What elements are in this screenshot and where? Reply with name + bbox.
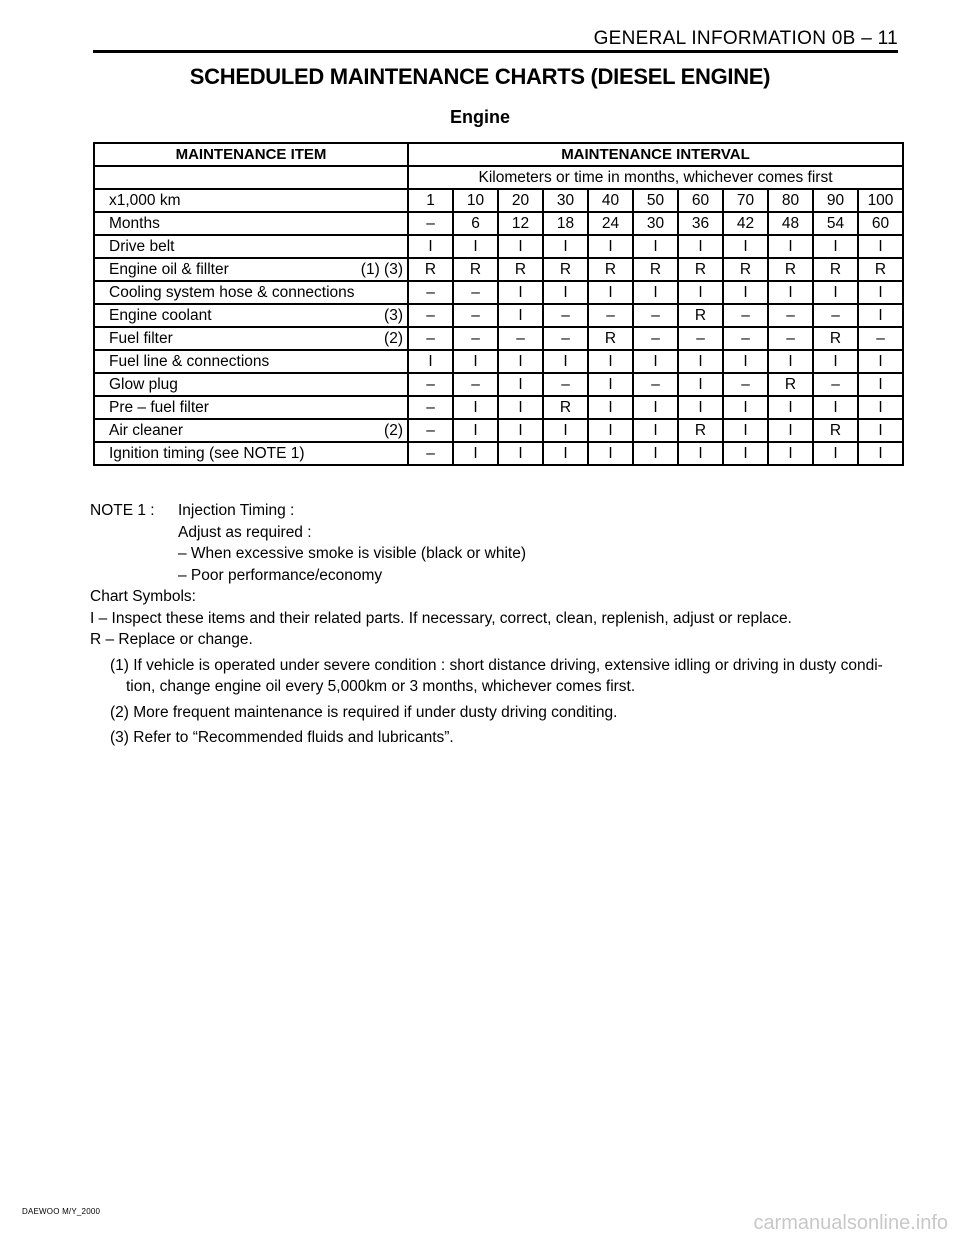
- item-cell: [94, 304, 408, 327]
- item-cell: [94, 212, 408, 235]
- interval-cell: I: [453, 235, 498, 258]
- interval-cell: R: [813, 258, 858, 281]
- interval-cell: 30: [633, 212, 678, 235]
- item-cell: [94, 258, 408, 281]
- interval-cell: 36: [678, 212, 723, 235]
- interval-cell: I: [453, 419, 498, 442]
- interval-cell: I: [633, 235, 678, 258]
- item-name: Engine coolant: [109, 306, 212, 324]
- interval-cell: –: [678, 327, 723, 350]
- interval-cell: –: [723, 373, 768, 396]
- interval-cell: I: [858, 373, 903, 396]
- note1-bullet2: – Poor performance/economy: [178, 566, 383, 584]
- km-row: [94, 189, 903, 212]
- interval-cell: –: [408, 281, 453, 304]
- note1: [90, 500, 910, 522]
- interval-cell: I: [633, 442, 678, 465]
- interval-cell: R: [768, 373, 813, 396]
- interval-cell: –: [543, 373, 588, 396]
- interval-cell: –: [453, 327, 498, 350]
- interval-cell: 70: [723, 189, 768, 212]
- interval-cell: I: [633, 396, 678, 419]
- interval-note: Kilometers or time in months, whichever comes first: [408, 166, 903, 189]
- interval-cell: R: [588, 327, 633, 350]
- interval-cell: R: [813, 327, 858, 350]
- footer-code: DAEWOO M/Y_2000: [22, 1207, 101, 1216]
- column-header-interval: MAINTENANCE INTERVAL: [408, 143, 903, 166]
- table-row: [94, 442, 903, 465]
- interval-cell: –: [408, 304, 453, 327]
- interval-cell: I: [723, 442, 768, 465]
- interval-cell: –: [498, 327, 543, 350]
- item-reference: (3): [384, 306, 403, 324]
- watermark: carmanualsonline.info: [753, 1212, 948, 1234]
- interval-cell: –: [633, 373, 678, 396]
- page-title: SCHEDULED MAINTENANCE CHARTS (DIESEL ENGINE): [189, 64, 771, 89]
- table-row: [94, 350, 903, 373]
- table-row: [94, 373, 903, 396]
- interval-cell: I: [768, 442, 813, 465]
- item-cell: [94, 189, 408, 212]
- item-cell: [94, 235, 408, 258]
- item-cell: [94, 419, 408, 442]
- interval-cell: I: [588, 350, 633, 373]
- interval-cell: I: [768, 281, 813, 304]
- interval-cell: R: [453, 258, 498, 281]
- interval-cell: I: [453, 396, 498, 419]
- interval-cell: I: [723, 396, 768, 419]
- interval-cell: 1: [408, 189, 453, 212]
- table-row: [94, 281, 903, 304]
- interval-cell: I: [408, 350, 453, 373]
- interval-cell: 54: [813, 212, 858, 235]
- interval-cell: –: [543, 304, 588, 327]
- interval-cell: I: [858, 350, 903, 373]
- interval-cell: R: [678, 258, 723, 281]
- interval-cell: 24: [588, 212, 633, 235]
- interval-cell: 100: [858, 189, 903, 212]
- item-name: Glow plug: [109, 375, 178, 393]
- interval-cell: R: [723, 258, 768, 281]
- interval-cell: –: [723, 327, 768, 350]
- interval-cell: R: [543, 396, 588, 419]
- interval-cell: 18: [543, 212, 588, 235]
- interval-cell: 10: [453, 189, 498, 212]
- interval-cell: I: [633, 281, 678, 304]
- interval-cell: 80: [768, 189, 813, 212]
- interval-cell: I: [813, 350, 858, 373]
- table-header-row: [94, 143, 903, 166]
- footnote-3: (3) Refer to “Recommended fluids and lubricants”.: [110, 729, 454, 746]
- interval-cell: –: [408, 419, 453, 442]
- note1-line2: Adjust as required :: [178, 523, 312, 541]
- interval-cell: I: [543, 350, 588, 373]
- interval-cell: R: [588, 258, 633, 281]
- interval-cell: 6: [453, 212, 498, 235]
- interval-cell: –: [453, 281, 498, 304]
- column-header-item: MAINTENANCE ITEM: [94, 143, 408, 166]
- interval-note-row: [94, 166, 903, 189]
- page-header: GENERAL INFORMATION 0B – 11: [593, 28, 898, 49]
- interval-cell: I: [678, 350, 723, 373]
- interval-cell: I: [768, 396, 813, 419]
- interval-cell: I: [408, 235, 453, 258]
- item-name: x1,000 km: [109, 191, 181, 209]
- interval-cell: R: [858, 258, 903, 281]
- symbol-inspect: I – Inspect these items and their related parts. If necessary, correct, clean, replenish, adjust or replace.: [90, 609, 792, 627]
- interval-cell: 12: [498, 212, 543, 235]
- interval-cell: –: [813, 304, 858, 327]
- interval-cell: 40: [588, 189, 633, 212]
- interval-cell: –: [723, 304, 768, 327]
- interval-cell: –: [408, 396, 453, 419]
- interval-cell: –: [408, 327, 453, 350]
- interval-cell: –: [453, 373, 498, 396]
- interval-cell: R: [768, 258, 813, 281]
- item-reference: (2): [384, 421, 403, 439]
- interval-cell: I: [723, 281, 768, 304]
- item-cell: [94, 373, 408, 396]
- interval-cell: I: [588, 442, 633, 465]
- notes-section: [90, 500, 910, 749]
- interval-cell: I: [858, 304, 903, 327]
- item-name: Air cleaner: [109, 421, 184, 439]
- months-row: [94, 212, 903, 235]
- interval-cell: –: [408, 212, 453, 235]
- interval-cell: –: [768, 304, 813, 327]
- interval-cell: –: [408, 442, 453, 465]
- item-name: Drive belt: [109, 237, 175, 255]
- interval-cell: 30: [543, 189, 588, 212]
- interval-cell: I: [858, 235, 903, 258]
- interval-cell: I: [678, 396, 723, 419]
- item-name: Cooling system hose & connections: [109, 283, 355, 301]
- footnote-1-line-b: tion, change engine oil every 5,000km or 3 months, whichever comes first.: [126, 678, 636, 695]
- interval-cell: –: [768, 327, 813, 350]
- table-row: [94, 327, 903, 350]
- interval-cell: I: [858, 442, 903, 465]
- table-row: [94, 419, 903, 442]
- interval-cell: I: [588, 235, 633, 258]
- interval-cell: I: [543, 442, 588, 465]
- interval-cell: I: [498, 281, 543, 304]
- interval-cell: I: [723, 235, 768, 258]
- interval-cell: 48: [768, 212, 813, 235]
- interval-cell: –: [813, 373, 858, 396]
- interval-cell: I: [498, 304, 543, 327]
- interval-cell: –: [633, 304, 678, 327]
- footnote-1-line-a: (1) If vehicle is operated under severe condition : short distance driving, extensive idling or driving in dusty condi-: [110, 656, 883, 674]
- interval-cell: I: [588, 396, 633, 419]
- interval-cell: I: [633, 350, 678, 373]
- interval-cell: 60: [858, 212, 903, 235]
- item-cell: [94, 350, 408, 373]
- interval-cell: I: [813, 442, 858, 465]
- interval-cell: I: [813, 235, 858, 258]
- interval-cell: I: [768, 419, 813, 442]
- interval-cell: I: [678, 235, 723, 258]
- interval-cell: I: [858, 419, 903, 442]
- interval-cell: I: [543, 235, 588, 258]
- symbols-title: Chart Symbols:: [90, 588, 196, 605]
- maintenance-table: [93, 142, 904, 466]
- interval-cell: R: [678, 419, 723, 442]
- interval-cell: I: [498, 350, 543, 373]
- interval-cell: I: [678, 442, 723, 465]
- symbol-replace: R – Replace or change.: [90, 631, 253, 648]
- header-rule: [93, 50, 898, 53]
- interval-cell: I: [498, 442, 543, 465]
- interval-cell: I: [453, 350, 498, 373]
- interval-cell: –: [633, 327, 678, 350]
- interval-cell: I: [498, 396, 543, 419]
- interval-cell: I: [633, 419, 678, 442]
- interval-cell: I: [858, 281, 903, 304]
- interval-cell: R: [408, 258, 453, 281]
- item-reference: (1) (3): [360, 260, 403, 278]
- table-row: [94, 396, 903, 419]
- interval-cell: I: [543, 281, 588, 304]
- item-name: Pre – fuel filter: [109, 398, 209, 416]
- interval-cell: I: [588, 419, 633, 442]
- interval-cell: R: [633, 258, 678, 281]
- interval-cell: R: [678, 304, 723, 327]
- interval-cell: –: [453, 304, 498, 327]
- interval-cell: I: [588, 281, 633, 304]
- note1-bullet1: – When excessive smoke is visible (black or white): [178, 545, 527, 562]
- item-cell: [94, 442, 408, 465]
- interval-cell: 42: [723, 212, 768, 235]
- table-row: [94, 258, 903, 281]
- item-name: Ignition timing (see NOTE 1): [109, 444, 305, 462]
- item-name: Months: [109, 214, 160, 232]
- interval-cell: I: [453, 442, 498, 465]
- interval-cell: I: [498, 419, 543, 442]
- note1-label: NOTE 1 :: [90, 502, 155, 519]
- item-cell: [94, 281, 408, 304]
- interval-cell: –: [588, 304, 633, 327]
- interval-cell: I: [678, 281, 723, 304]
- footnote-1: [90, 655, 910, 698]
- interval-cell: –: [858, 327, 903, 350]
- item-name: Fuel filter: [109, 329, 173, 347]
- note1-title: Injection Timing :: [178, 502, 295, 519]
- interval-cell: I: [768, 350, 813, 373]
- interval-cell: R: [543, 258, 588, 281]
- interval-cell: I: [498, 373, 543, 396]
- interval-cell: I: [813, 281, 858, 304]
- table-row: [94, 235, 903, 258]
- footnote-2: (2) More frequent maintenance is required if under dusty driving conditing.: [110, 703, 618, 721]
- interval-cell: I: [498, 235, 543, 258]
- section-subtitle: Engine: [449, 107, 510, 127]
- item-cell: [94, 396, 408, 419]
- interval-cell: I: [768, 235, 813, 258]
- item-reference: (2): [384, 329, 403, 347]
- interval-cell: I: [543, 419, 588, 442]
- interval-cell: 90: [813, 189, 858, 212]
- empty-cell: [94, 166, 408, 189]
- interval-cell: 50: [633, 189, 678, 212]
- interval-cell: –: [408, 373, 453, 396]
- interval-cell: I: [678, 373, 723, 396]
- interval-cell: I: [813, 396, 858, 419]
- interval-cell: R: [498, 258, 543, 281]
- interval-cell: I: [723, 350, 768, 373]
- item-name: Fuel line & connections: [109, 352, 270, 370]
- item-cell: [94, 327, 408, 350]
- interval-cell: I: [858, 396, 903, 419]
- interval-cell: I: [723, 419, 768, 442]
- interval-cell: 60: [678, 189, 723, 212]
- interval-cell: 20: [498, 189, 543, 212]
- item-name: Engine oil & fillter: [109, 260, 229, 278]
- table-row: [94, 304, 903, 327]
- interval-cell: R: [813, 419, 858, 442]
- interval-cell: –: [543, 327, 588, 350]
- interval-cell: I: [588, 373, 633, 396]
